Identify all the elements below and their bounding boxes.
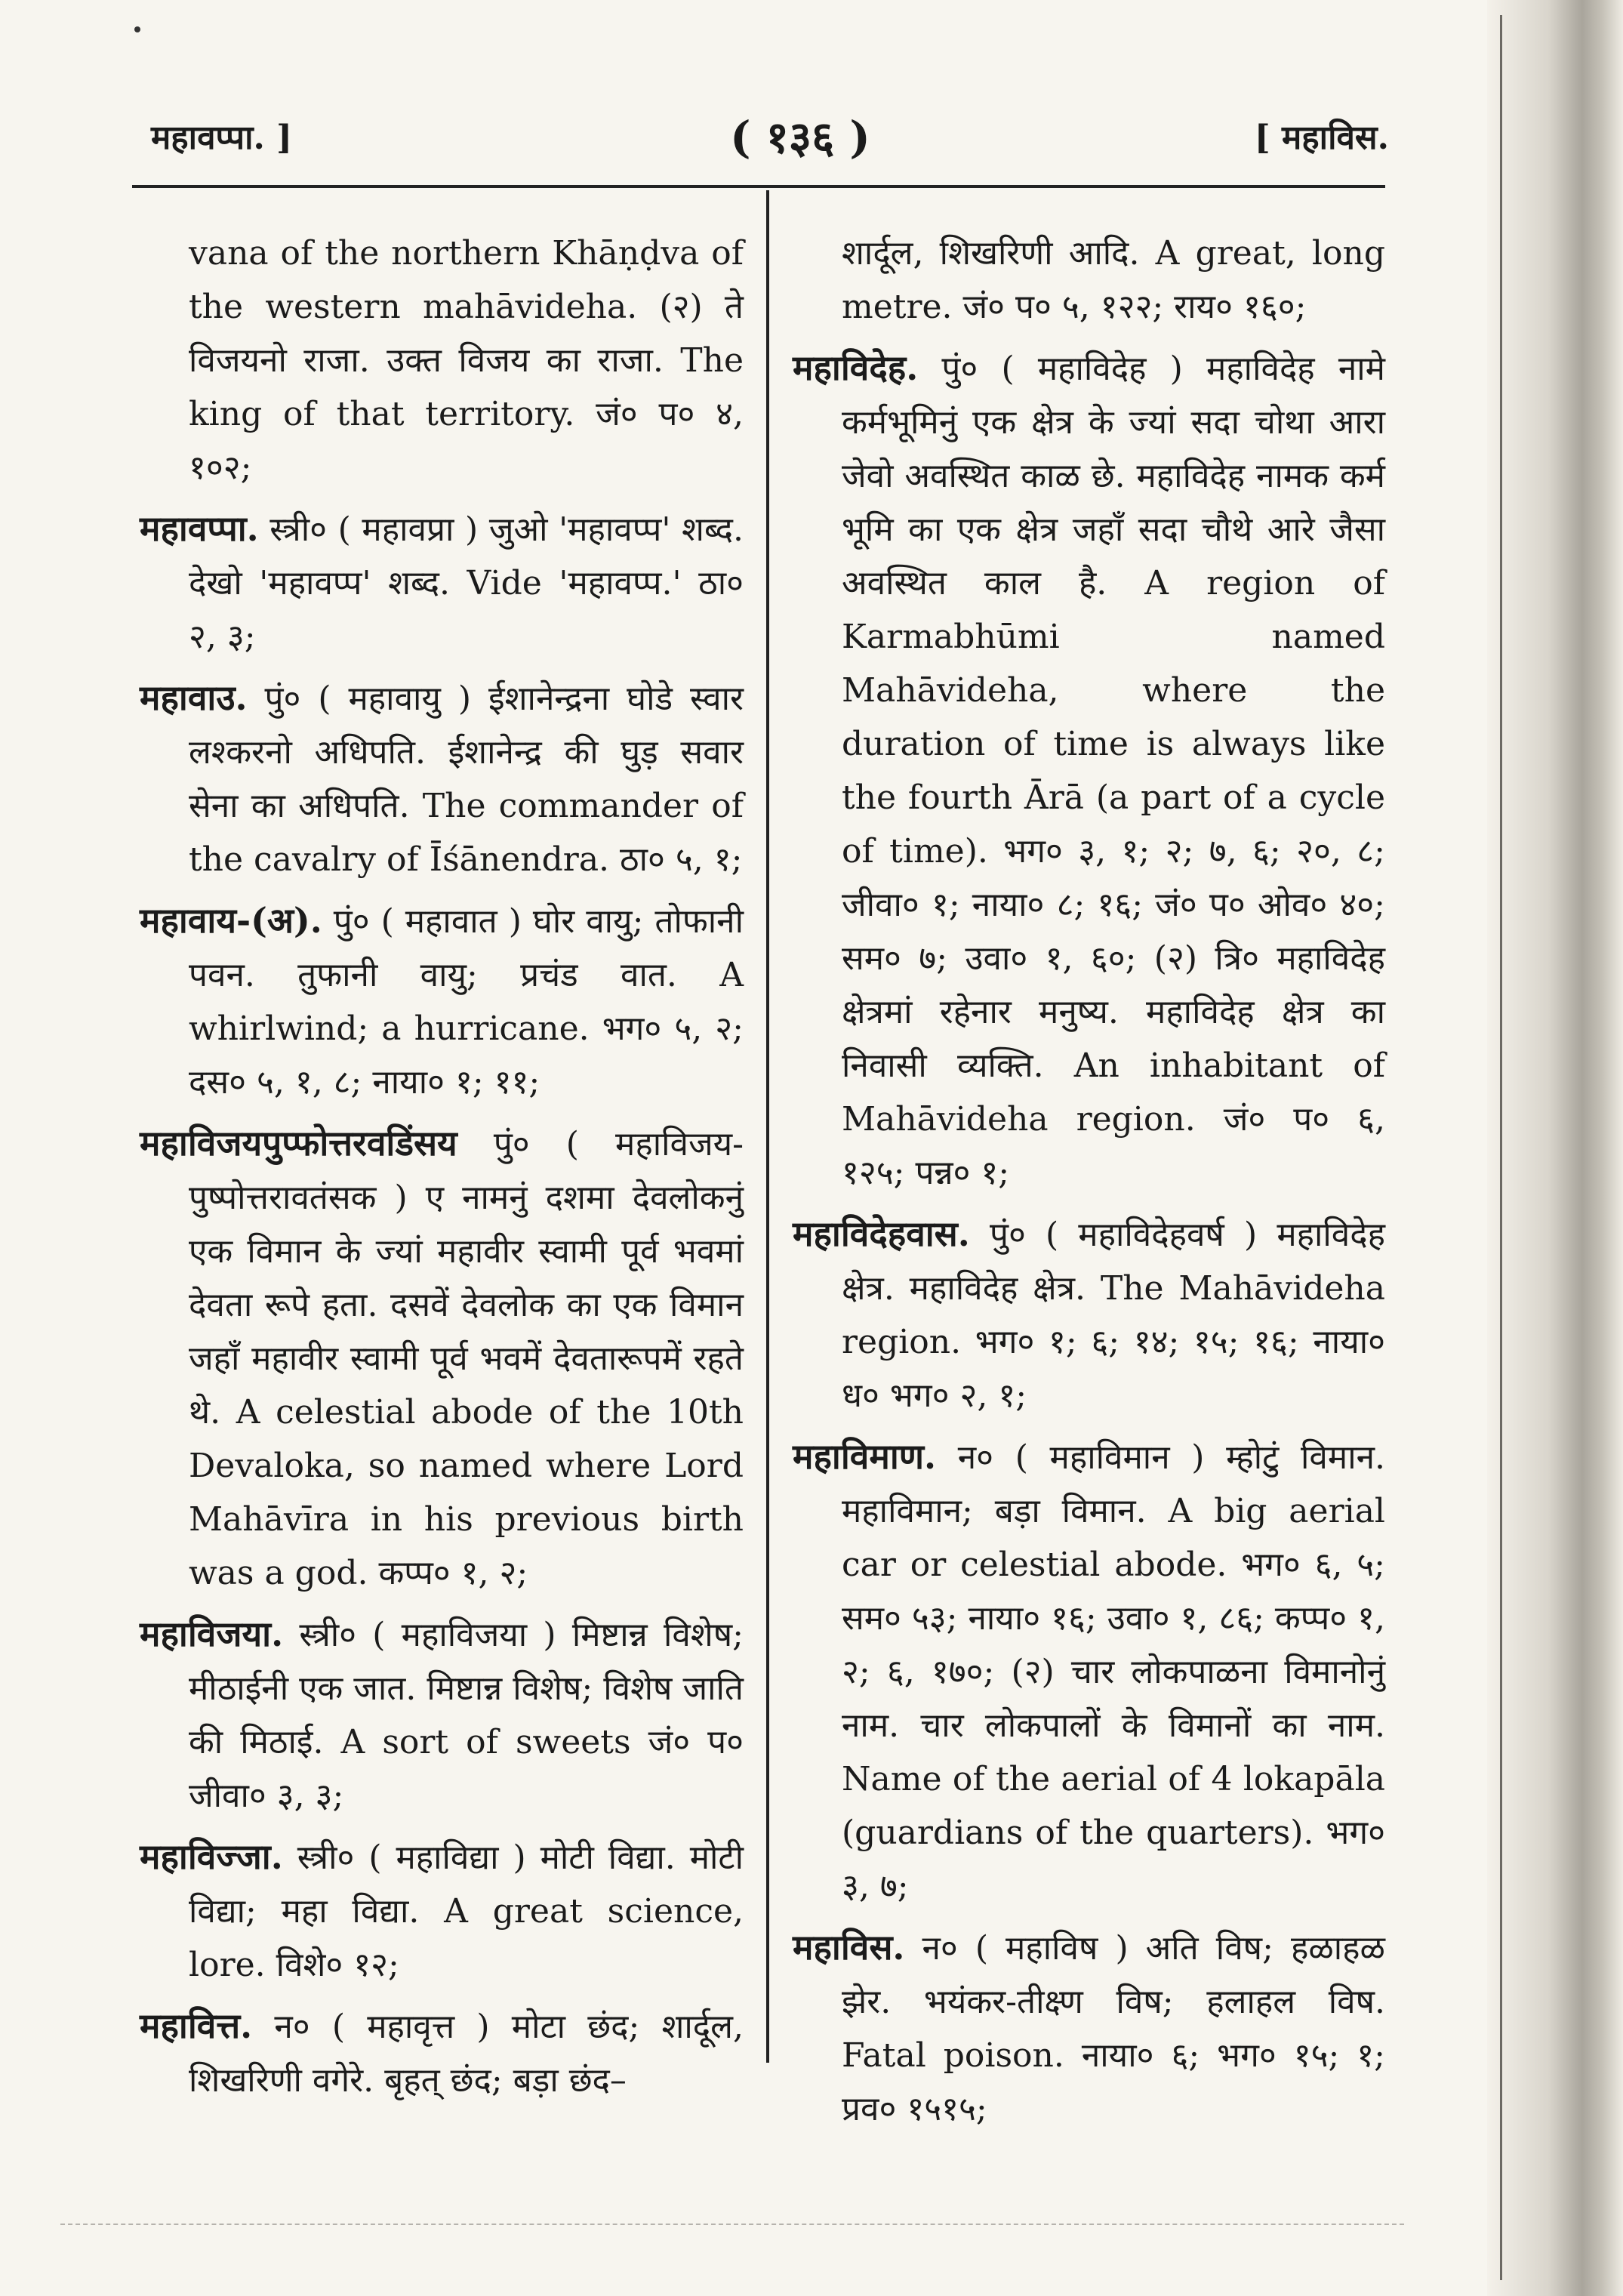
- dictionary-entry: [793, 341, 1385, 1200]
- page-edge-line: [1500, 15, 1502, 2280]
- entry-headword: महाविमाण.: [793, 1436, 937, 1477]
- entry-headword: महावित्त.: [140, 2005, 253, 2046]
- ink-dot: [134, 26, 140, 32]
- entry-headword: महाविदेह.: [793, 347, 919, 388]
- entry-text: स्त्री० ( महावप्रा ) जुओ 'महावप्प' शब्द. देखो 'महावप्प' शब्द. Vide 'महावप्प.' ठा० २, ३;: [189, 510, 744, 656]
- dictionary-entry: [140, 671, 744, 886]
- entry-text: न० ( महावृत्त ) मोटा छंद; शार्दूल, शिखरिणी वगेरे. बृहत् छंद; बड़ा छंद–: [189, 2008, 744, 2100]
- dictionary-entry: [793, 1207, 1385, 1422]
- dictionary-entry: [140, 894, 744, 1109]
- entry-text: vana of the northern Khāṇḍva of the western mahāvideha. (२) ते विजयनो राजा. उक्त विजय का राजा. The king of that territory. जं० प० ४, १०२;: [189, 234, 744, 487]
- entry-headword: महाविस.: [793, 1927, 905, 1968]
- dictionary-entry: [793, 227, 1385, 334]
- dictionary-entry: [140, 1117, 744, 1600]
- bottom-rule: [60, 2224, 1404, 2226]
- header-right-guideword: [ महाविस.: [1254, 119, 1389, 157]
- header-rule: [132, 185, 1385, 188]
- dictionary-entry: [140, 502, 744, 664]
- dictionary-entry: [140, 1607, 744, 1823]
- left-column: [140, 227, 744, 2115]
- entry-headword: महावप्पा.: [140, 508, 259, 549]
- dictionary-entry: [140, 227, 744, 495]
- entry-headword: महाविज्जा.: [140, 1836, 283, 1877]
- entry-text: पुं० ( महावात ) घोर वायु; तोफानी पवन. तुफानी वायु; प्रचंड वात. A whirlwind; a hurricane. भग० ५, २; दस० ५, १, ८; नाया० १; ११;: [189, 902, 744, 1102]
- column-divider: [766, 190, 769, 2063]
- header-left-guideword: महावप्पा. ]: [151, 119, 292, 157]
- entry-text: शार्दूल, शिखरिणी आदि. A great, long metre. जं० प० ५, १२२; राय० १६०;: [842, 234, 1385, 326]
- right-column: [793, 227, 1385, 2143]
- entry-headword: महावाउ.: [140, 677, 248, 718]
- entry-headword: महाविजयपुप्फोत्तरवडिंसय: [140, 1123, 457, 1163]
- entry-headword: महावाय-(अ).: [140, 900, 322, 941]
- page-header: [0, 106, 1434, 174]
- entry-text: न० ( महाविष ) अति विष; हळाहळ झेर. भयंकर-तीक्ष्ण विष; हलाहल विष. Fatal poison. नाया० ६; भग० १५; १; प्रव० १५१५;: [842, 1929, 1385, 2128]
- dictionary-entry: [793, 1921, 1385, 2136]
- entry-headword: महाविजया.: [140, 1613, 284, 1654]
- entry-text: न० ( महाविमान ) म्होटुं विमान. महाविमान; बड़ा विमान. A big aerial car or celestial abode. भग० ६, ५; सम० ५३; नाया० १६; उवा० १, ८६; कप्प० १, २; ६, १७०; (२) चार लोकपाळना विमानोनुं नाम. चार लोकपालों के विमानों का नाम. Name of the aerial of 4 lokapāla (guardians of the quarters). भग० ३, ७;: [842, 1438, 1385, 1906]
- dictionary-entry: [793, 1430, 1385, 1913]
- page-edge-shadow: [1487, 0, 1623, 2296]
- entry-text: पुं० ( महाविदेह ) महाविदेह नामे कर्मभूमिनुं एक क्षेत्र के ज्यां सदा चोथा आरा जेवो अवस्थित काळ छे. महाविदेह नामक कर्म भूमि का एक क्षेत्र जहाँ सदा चौथे आरे जैसा अवस्थित काल है. A region of Karmabhūmi named Mahāvideha, where the duration of time is always like the fourth Ārā (a part of a cycle of time). भग० ३, १; २; ७, ६; २०, ८; जीवा० १; नाया० ८; १६; जं० प० ओव० ४०; सम० ७; उवा० १, ६०; (२) त्रि० महाविदेह क्षेत्रमां रहेनार मनुष्य. महाविदेह क्षेत्र का निवासी व्यक्ति. An inhabitant of Mahāvideha region. जं० प० ६, १२५; पन्न० १;: [842, 350, 1385, 1192]
- entry-text: स्त्री० ( महाविद्या ) मोटी विद्या. मोटी विद्या; महा विद्या. A great science, lore. विशे० १२;: [189, 1838, 744, 1984]
- dictionary-entry: [140, 1830, 744, 1992]
- entry-text: पुं० ( महावायु ) ईशानेन्द्रना घोडे स्वार लश्करनो अधिपति. ईशानेन्द्र की घुड़ सवार सेना का अधिपति. The commander of the cavalry of Īśānendra. ठा० ५, १;: [189, 680, 744, 879]
- page-number: ( १३६ ): [730, 112, 870, 163]
- entry-text: स्त्री० ( महाविजया ) मिष्टान्न विशेष; मीठाईनी एक जात. मिष्टान्न विशेष; विशेष जाति की मिठाई. A sort of sweets जं० प० जीवा० ३, ३;: [189, 1616, 744, 1815]
- dictionary-entry: [140, 1999, 744, 2107]
- entry-headword: महाविदेहवास.: [793, 1213, 970, 1254]
- entry-text: पुं० ( महाविदेहवर्ष ) महाविदेह क्षेत्र. महाविदेह क्षेत्र. The Mahāvideha region. भग० १; ६; १४; १५; १६; नाया० ध० भग० २, १;: [842, 1216, 1385, 1415]
- entry-text: पुं० ( महाविजय-पुष्पोत्तरावतंसक ) ए नामनुं दशमा देवलोकनुं एक विमान के ज्यां महावीर स्वामी पूर्व भवमां देवता रूपे हता. दसवें देवलोक का एक विमान जहाँ महावीर स्वामी पूर्व भवमें देवतारूपमें रहते थे. A celestial abode of the 10th Devaloka, so named where Lord Mahāvīra in his previous birth was a god. कप्प० १, २;: [189, 1125, 744, 1592]
